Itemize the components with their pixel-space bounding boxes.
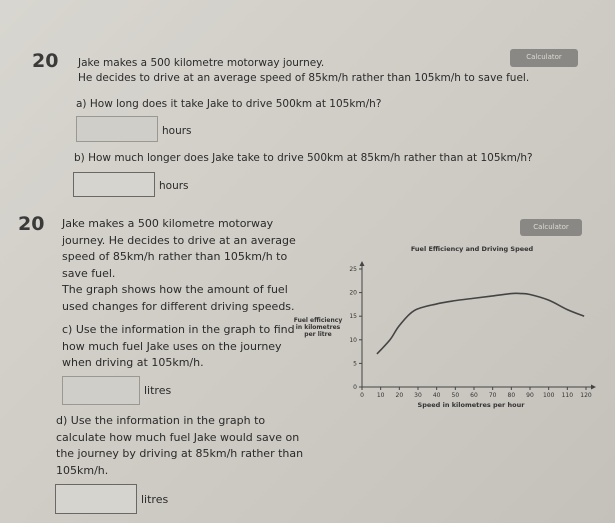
chart-title: Fuel Efficiency and Driving Speed <box>410 245 534 253</box>
y-axis-label-line: in kilometres <box>295 324 341 331</box>
x-tick-label: 80 <box>507 392 516 399</box>
x-tick-label: 10 <box>376 392 385 399</box>
question-b: b) How much longer does Jake take to drive 500km at 85km/h rather than at 105km/h? <box>74 152 533 164</box>
x-tick-label: 70 <box>488 392 497 399</box>
answer-d-unit: litres <box>141 493 169 506</box>
x-tick-label: 110 <box>561 392 574 399</box>
x-axis-label: Speed in kilometres per hour <box>417 401 525 409</box>
question-c-line: c) Use the information in the graph to find <box>62 323 295 336</box>
x-tick-label: 50 <box>451 392 460 399</box>
fuel-efficiency-line <box>377 293 584 354</box>
y-tick-label: 25 <box>349 266 357 273</box>
question-d-line: 105km/h. <box>56 463 109 477</box>
y-axis-label-line: per litre <box>304 331 332 338</box>
y-axis-arrow <box>360 261 365 266</box>
x-tick-label: 0 <box>360 392 364 399</box>
x-tick-label: 30 <box>414 392 422 399</box>
answer-b-unit: hours <box>159 180 189 192</box>
answer-a-unit: hours <box>162 125 192 137</box>
intro-line: journey. He decides to drive at an average <box>62 233 296 247</box>
question-d-line: d) Use the information in the graph to <box>56 414 266 427</box>
x-tick-label: 20 <box>395 392 404 399</box>
intro-line: Jake makes a 500 kilometre motorway <box>62 217 274 230</box>
graph-description-line: The graph shows how the amount of fuel <box>62 283 288 296</box>
y-tick-label: 15 <box>349 313 357 321</box>
calculator-button-2[interactable]: Calculator <box>520 219 582 236</box>
x-tick-label: 100 <box>542 392 555 399</box>
question-c-line: when driving at 105km/h. <box>62 356 204 369</box>
question-text-line1: Jake makes a 500 kilometre motorway journey. <box>78 57 325 69</box>
y-tick-label: 0 <box>353 384 357 391</box>
y-tick-label: 20 <box>349 289 357 297</box>
answer-c-unit: litres <box>144 384 172 397</box>
question-d-line: calculate how much fuel Jake would save on <box>56 430 300 444</box>
y-axis-label-line: Fuel efficiency <box>293 317 343 324</box>
intro-line: speed of 85km/h rather than 105km/h to <box>62 250 288 263</box>
question-number-2: 20 <box>18 213 45 235</box>
x-tick-label: 90 <box>526 392 534 399</box>
question-c-line: how much fuel Jake uses on the journey <box>62 339 282 353</box>
intro-line: save fuel. <box>62 266 116 280</box>
question-text-line2: He decides to drive at an average speed of 85km/h rather than 105km/h to save fuel. <box>78 72 530 84</box>
question-d-line: the journey by driving at 85km/h rather than <box>56 447 304 460</box>
y-tick-label: 5 <box>353 360 357 368</box>
x-axis-arrow <box>591 385 596 390</box>
calculator-button[interactable]: Calculator <box>510 49 578 67</box>
x-tick-label: 40 <box>432 392 441 399</box>
y-tick-label: 10 <box>349 336 357 344</box>
x-tick-label: 60 <box>470 392 478 399</box>
question-number: 20 <box>32 50 59 72</box>
question-a: a) How long does it take Jake to drive 500km at 105km/h? <box>76 98 382 110</box>
graph-description-line: used changes for different driving speeds. <box>62 299 295 313</box>
x-tick-label: 120 <box>580 392 592 399</box>
